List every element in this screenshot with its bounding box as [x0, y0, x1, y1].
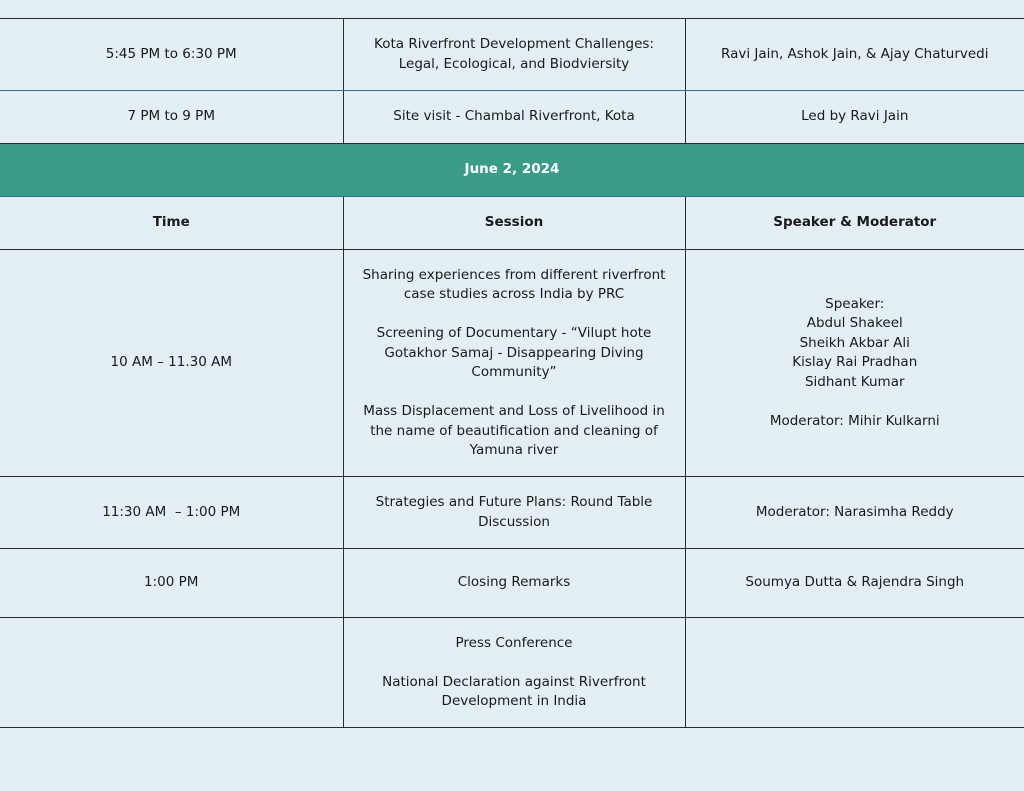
time-cell: 11:30 AM – 1:00 PM — [0, 477, 343, 549]
time-cell: 1:00 PM — [0, 549, 343, 618]
header-time: Time — [0, 197, 343, 250]
time-cell: 7 PM to 9 PM — [0, 91, 343, 144]
speaker-cell: Moderator: Narasimha Reddy — [685, 477, 1024, 549]
session-cell — [343, 250, 685, 477]
time-cell: 10 AM – 11.30 AM — [0, 250, 343, 477]
session-cell: Site visit - Chambal Riverfront, Kota — [343, 91, 685, 144]
table-row — [0, 477, 1024, 549]
session-item: Press Conference — [455, 634, 573, 651]
speaker-name: Sidhant Kumar — [804, 373, 905, 390]
moderator-name: Moderator: Mihir Kulkarni — [769, 412, 940, 429]
date-banner: June 2, 2024 — [0, 144, 1024, 197]
table-row — [0, 549, 1024, 618]
speaker-cell — [685, 250, 1024, 477]
speaker-cell: Soumya Dutta & Rajendra Singh — [685, 549, 1024, 618]
session-cell: Kota Riverfront Development Challenges: Legal, Ecological, and Biodviersity — [343, 19, 685, 91]
agenda-table — [0, 18, 1024, 728]
session-cell: Closing Remarks — [343, 549, 685, 618]
header-speaker: Speaker & Moderator — [685, 197, 1024, 250]
table-row — [0, 618, 1024, 728]
session-item: Screening of Documentary - “Vilupt hote Gotakhor Samaj - Disappearing Diving Community” — [376, 325, 652, 380]
session-item: Sharing experiences from different riverfront case studies across India by PRC — [362, 266, 666, 302]
header-session: Session — [343, 197, 685, 250]
time-cell — [0, 618, 343, 728]
table-row — [0, 250, 1024, 477]
speaker-cell — [685, 618, 1024, 728]
session-cell — [343, 618, 685, 728]
speaker-name: Sheikh Akbar Ali — [799, 334, 910, 351]
speaker-cell: Led by Ravi Jain — [685, 91, 1024, 144]
session-item: Mass Displacement and Loss of Livelihood in the name of beautification and cleaning of Yamuna river — [363, 403, 665, 458]
date-banner-row — [0, 144, 1024, 197]
session-item: National Declaration against Riverfront Development in India — [382, 673, 646, 709]
time-cell: 5:45 PM to 6:30 PM — [0, 19, 343, 91]
table-row — [0, 19, 1024, 91]
speaker-name: Kislay Rai Pradhan — [792, 354, 918, 371]
table-row — [0, 91, 1024, 144]
session-cell: Strategies and Future Plans: Round Table Discussion — [343, 477, 685, 549]
speaker-cell: Ravi Jain, Ashok Jain, & Ajay Chaturvedi — [685, 19, 1024, 91]
speaker-label: Speaker: — [825, 295, 885, 312]
speaker-name: Abdul Shakeel — [806, 315, 903, 332]
table-header-row — [0, 197, 1024, 250]
